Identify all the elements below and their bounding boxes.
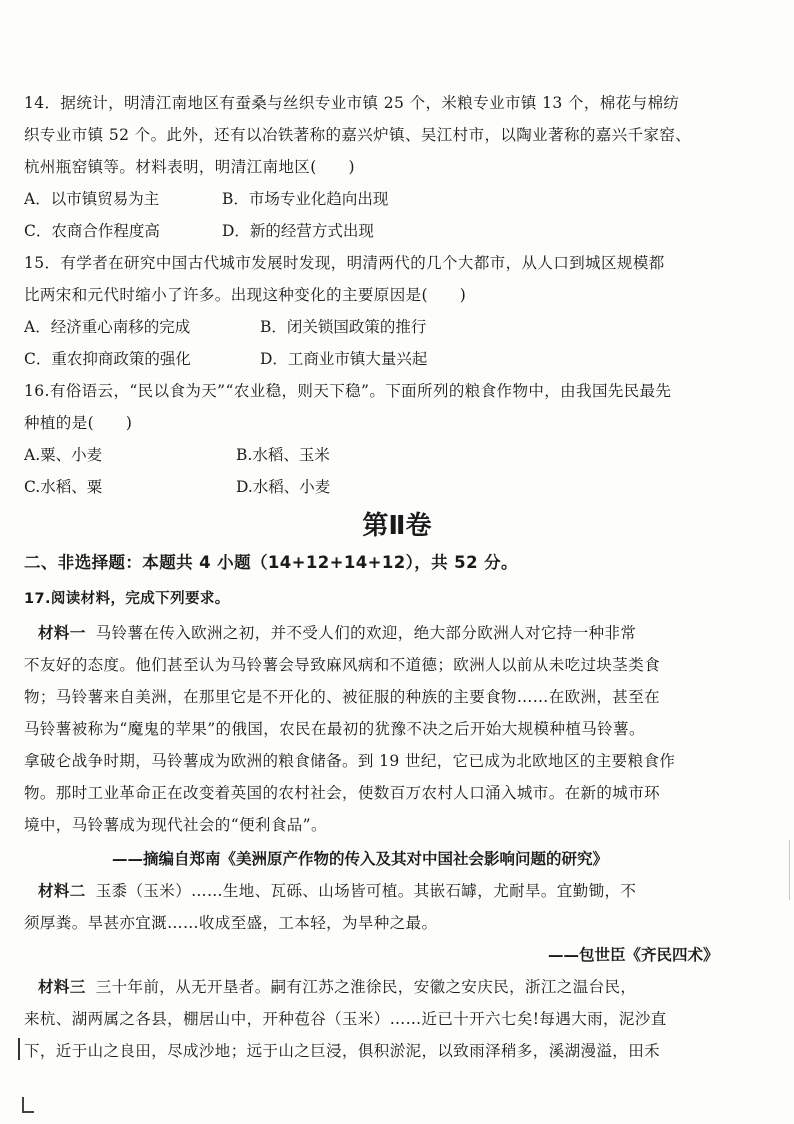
q16-option-b: B.水稻、玉米 xyxy=(236,446,330,464)
material-1-source: ——摘编自郑南《美洲原产作物的传入及其对中国社会影响问题的研究》 xyxy=(112,850,609,868)
q16-line-1: 16.有俗语云，“民以食为天”“农业稳，则天下稳”。下面所列的粮食作物中，由我国先民最先 xyxy=(24,382,672,400)
q14-line-1: 14．据统计，明清江南地区有蚕桑与丝织专业市镇 25 个，米粮专业市镇 13 个，棉花与棉纺 xyxy=(24,94,680,112)
section-title: 第Ⅱ卷 xyxy=(362,511,432,541)
q17-material-1-line-4: 马铃薯被称为“魔鬼的苹果”的俄国，农民在最初的犹豫不决之后开始大规模种植马铃薯。 xyxy=(24,720,645,738)
q16-option-c: C.水稻、粟 xyxy=(24,478,103,496)
q17-prompt: 17.阅读材料，完成下列要求。 xyxy=(24,591,230,607)
q17-material-2-line-1 xyxy=(38,880,774,902)
q14-option-a: A．以市镇贸易为主 xyxy=(24,190,160,208)
q15-option-b: B．闭关锁国政策的推行 xyxy=(260,318,427,336)
q17-material-2-line-2: 须厚粪。旱甚亦宜溉……收成至盛，工本轻，为旱种之最。 xyxy=(24,914,438,932)
q14-line-2: 织专业市镇 52 个。此外，还有以冶铁著称的嘉兴炉镇、吴江村市，以陶业著称的嘉兴千家窑、 xyxy=(24,126,692,144)
q16-option-a: A.粟、小麦 xyxy=(24,446,103,464)
corner-mark xyxy=(22,1097,34,1113)
q16-line-2: 种植的是( ) xyxy=(24,414,133,432)
q16-option-d: D.水稻、小麦 xyxy=(236,478,331,496)
q15-option-c: C．重农抑商政策的强化 xyxy=(24,350,191,368)
q17-material-1-line-2: 不友好的态度。他们甚至认为马铃薯会导致麻风病和不道德；欧洲人以前从未吃过块茎类食 xyxy=(24,656,661,674)
material-1-label: 材料一 xyxy=(38,624,86,642)
q14-line-3: 杭州瓶窑镇等。材料表明，明清江南地区( ) xyxy=(24,158,355,176)
q17-material-1-line-1 xyxy=(38,622,774,644)
q17-material-3-line-3: 下，近于山之良田，尽成沙地；远于山之巨浸，俱积淤泥，以致雨泽稍多，溪湖漫溢，田禾 xyxy=(24,1042,661,1060)
scan-edge xyxy=(789,840,790,900)
material-2-text-1: 玉黍（玉米）……生地、瓦砾、山场皆可植。其嵌石罅，尤耐旱。宜勤锄，不 xyxy=(95,882,637,900)
q17-material-3-line-2: 来杭、湖两属之各县，棚居山中，开种苞谷（玉米）……近已十开六七矣!每遇大雨，泥沙直 xyxy=(24,1010,667,1028)
material-3-label: 材料三 xyxy=(38,978,86,996)
q17-material-3-line-1 xyxy=(38,976,774,998)
q14-option-c: C．农商合作程度高 xyxy=(24,222,160,240)
q17-material-1-line-6: 物。那时工业革命正在改变着英国的农村社会，使数百万农村人口涌入城市。在新的城市环 xyxy=(24,784,661,802)
material-2-source: ——包世臣《齐民四术》 xyxy=(548,946,719,964)
q17-material-1-line-3: 物；马铃薯来自美洲，在那里它是不开化的、被征服的种族的主要食物……在欧洲，甚至在 xyxy=(24,688,661,706)
q15-option-a: A．经济重心南移的完成 xyxy=(24,318,191,336)
material-1-text-1: 马铃薯在传入欧洲之初，并不受人们的欢迎，绝大部分欧洲人对它持一种非常 xyxy=(95,624,637,642)
material-2-label: 材料二 xyxy=(38,882,86,900)
material-3-text-1: 三十年前，从无开垦者。嗣有江苏之淮徐民，安徽之安庆民，浙江之温台民， xyxy=(95,978,637,996)
q14-option-d: D．新的经营方式出现 xyxy=(222,222,374,240)
q15-option-d: D．工商业市镇大量兴起 xyxy=(260,350,428,368)
margin-mark xyxy=(18,1038,20,1060)
q15-line-2: 比两宋和元代时缩小了许多。出现这种变化的主要原因是( ) xyxy=(24,286,467,304)
q17-material-1-line-7: 境中，马铃薯成为现代社会的“便利食品”。 xyxy=(24,816,327,834)
q14-option-b: B．市场专业化趋向出现 xyxy=(222,190,389,208)
section-heading: 二、非选择题：本题共 4 小题（14+12+14+12），共 52 分。 xyxy=(24,553,518,572)
q17-material-1-line-5: 拿破仑战争时期，马铃薯成为欧洲的粮食储备。到 19 世纪，它已成为北欧地区的主要粮食作 xyxy=(24,752,676,770)
q15-line-1: 15．有学者在研究中国古代城市发展时发现，明清两代的几个大都市，从人口到城区规模都 xyxy=(24,254,665,272)
